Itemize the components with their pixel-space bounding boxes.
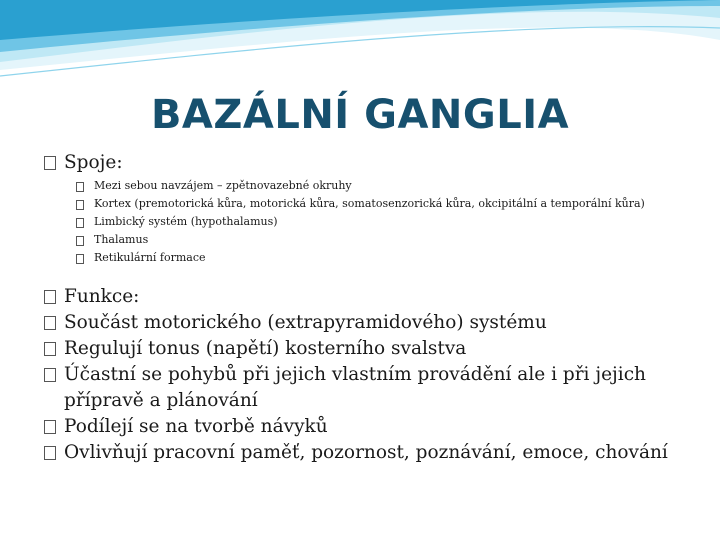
spoje-item-text: Kortex (premotorická kůra, motorická kůra, somatosenzorická kůra, okcipitální a temporální kůra) — [94, 197, 645, 210]
spoje-item-text: Mezi sebou navzájem – zpětnovazebné okruhy — [94, 179, 352, 192]
bullet-icon — [76, 236, 84, 246]
header-wave-decoration — [0, 0, 720, 90]
spoje-item-text: Limbický systém (hypothalamus) — [94, 215, 278, 228]
bullet-icon — [76, 182, 84, 192]
bullet-icon — [44, 156, 56, 170]
content-body — [44, 150, 704, 466]
bullet-icon — [44, 420, 56, 434]
funkce-item-text: Ovlivňují pracovní paměť, pozornost, poznávání, emoce, chování — [64, 442, 668, 463]
funkce-list-item — [44, 440, 704, 466]
funkce-heading: Funkce: — [64, 286, 140, 307]
section-gap — [44, 270, 704, 284]
funkce-list-item — [44, 362, 704, 414]
funkce-list-item — [44, 310, 704, 336]
spoje-item-text: Thalamus — [94, 233, 149, 246]
bullet-icon — [44, 316, 56, 330]
funkce-list-item — [44, 414, 704, 440]
spoje-item-text: Retikulární formace — [94, 251, 206, 264]
spoje-list-item — [76, 234, 654, 247]
spoje-list-item — [76, 216, 654, 229]
funkce-item-text: Součást motorického (extrapyramidového) systému — [64, 312, 547, 333]
page-title: BAZÁLNÍ GANGLIA — [150, 92, 570, 138]
bullet-icon — [44, 446, 56, 460]
spoje-heading-item — [44, 150, 704, 176]
spoje-heading: Spoje: — [64, 152, 123, 173]
bullet-icon — [44, 342, 56, 356]
funkce-item-text: Podílejí se na tvorbě návyků — [64, 416, 328, 437]
bullet-icon — [44, 290, 56, 304]
funkce-list-item — [44, 284, 704, 310]
funkce-item-text: Účastní se pohybů při jejich vlastním provádění ale i při jejich přípravě a plánování — [64, 364, 646, 411]
spoje-list-item — [76, 198, 654, 211]
funkce-list-item — [44, 336, 704, 362]
funkce-item-text: Regulují tonus (napětí) kosterního svalstva — [64, 338, 467, 359]
bullet-icon — [44, 368, 56, 382]
bullet-icon — [76, 218, 84, 228]
bullet-icon — [76, 200, 84, 210]
spoje-list — [76, 180, 704, 265]
spoje-list-item — [76, 180, 654, 193]
spoje-list-item — [76, 252, 654, 265]
bullet-icon — [76, 254, 84, 264]
